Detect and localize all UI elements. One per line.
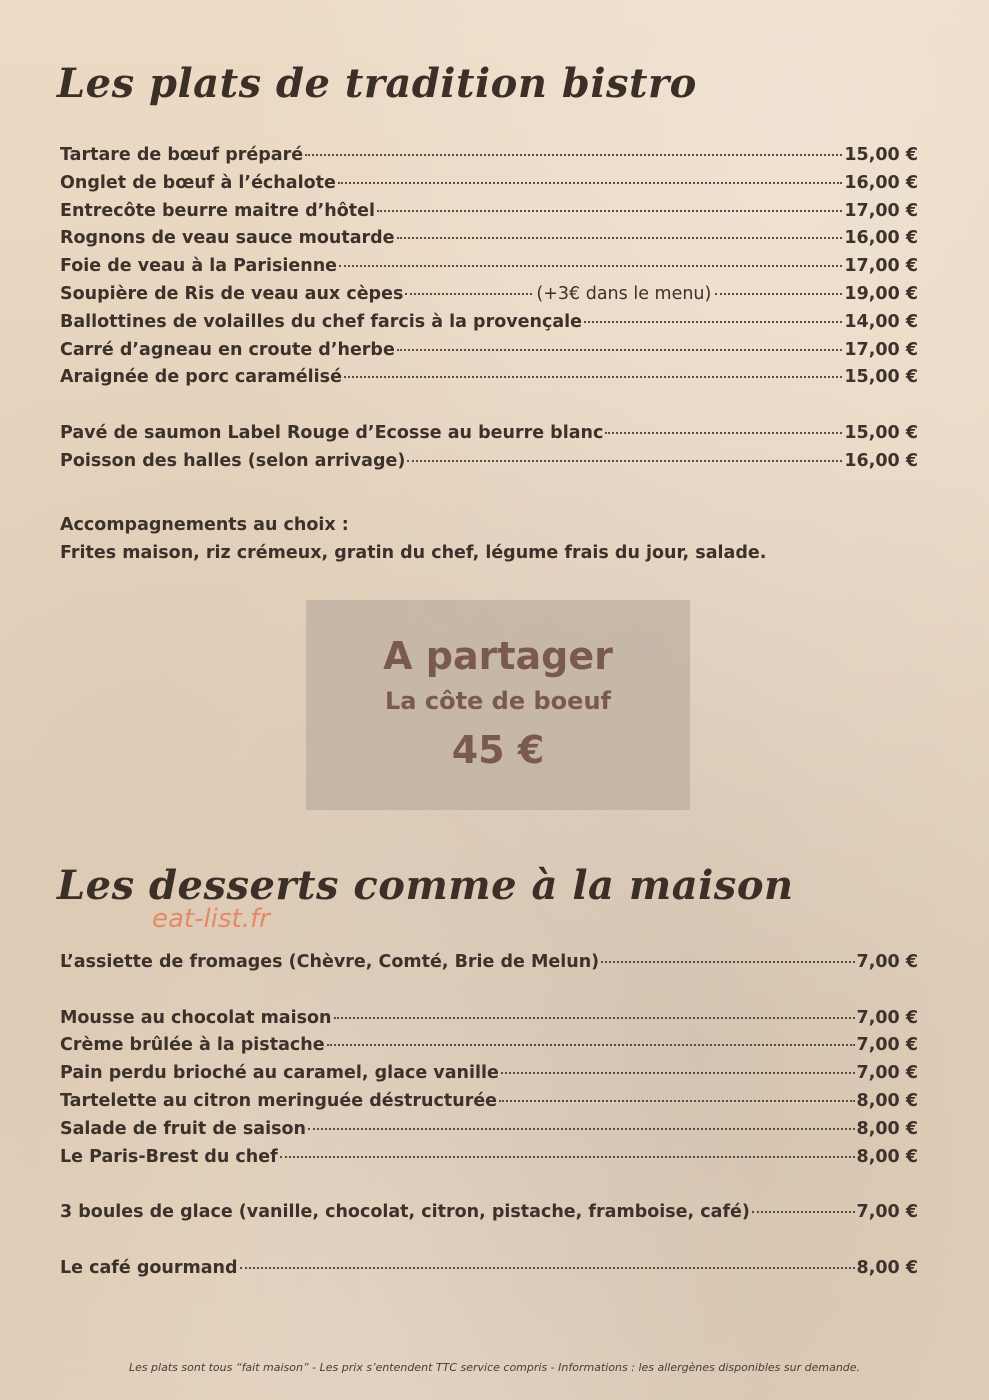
item-price: 7,00 € (856, 1202, 918, 1223)
desserts-heading: Les desserts comme à la maison (57, 862, 794, 909)
item-name: Tartelette au citron meringuée déstructurée (60, 1090, 498, 1111)
menu-item (60, 312, 918, 340)
menu-item (60, 228, 918, 256)
desserts-list (60, 952, 918, 1286)
dot-leader (715, 293, 842, 295)
watermark: eat-list.fr (152, 904, 270, 934)
dot-leader (344, 376, 842, 378)
item-price: 17,00 € (844, 200, 918, 221)
accompaniments-title: Accompagnements au choix : (60, 515, 349, 535)
mains-heading: Les plats de tradition bistro (57, 60, 697, 107)
menu-item (60, 173, 918, 201)
menu-item (60, 367, 918, 395)
item-price: 16,00 € (844, 228, 918, 249)
item-name: Crème brûlée à la pistache (60, 1035, 325, 1056)
menu-item (60, 284, 918, 312)
item-price: 8,00 € (856, 1118, 918, 1139)
item-price: 7,00 € (856, 952, 918, 972)
dot-leader (338, 182, 843, 184)
item-name: Salade de fruit de saison (60, 1118, 306, 1139)
item-price: 15,00 € (844, 145, 918, 165)
item-name: Pain perdu brioché au caramel, glace vanille (60, 1063, 499, 1084)
share-dish: La côte de boeuf (385, 687, 611, 715)
dot-leader (377, 210, 842, 212)
share-box (306, 600, 690, 810)
menu-item (60, 1202, 918, 1230)
item-price: 8,00 € (856, 1257, 918, 1278)
item-name: L’assiette de fromages (Chèvre, Comté, Brie de Melun) (60, 952, 600, 972)
item-name: Mousse au chocolat maison (60, 1007, 332, 1028)
dot-leader (407, 460, 842, 462)
dot-leader (397, 349, 843, 351)
menu-item (60, 1008, 918, 1036)
item-name: 3 boules de glace (vanille, chocolat, citron, pistache, framboise, café) (60, 1202, 750, 1223)
menu-item (60, 1147, 918, 1175)
item-price: 19,00 € (844, 283, 919, 304)
dot-leader (334, 1017, 855, 1019)
menu-item (60, 1035, 918, 1063)
item-price: 17,00 € (844, 256, 918, 277)
accompaniments-list: Frites maison, riz crémeux, gratin du chef, légume frais du jour, salade. (60, 542, 767, 563)
item-name: Ballottines de volailles du chef farcis à la provençale (60, 311, 583, 332)
item-name: Pavé de saumon Label Rouge d’Ecosse au beurre blanc (60, 422, 604, 443)
item-name: Le Paris-Brest du chef (60, 1146, 278, 1167)
menu-item (60, 201, 918, 229)
menu-item (60, 1258, 918, 1286)
dot-leader (280, 1156, 855, 1158)
item-name: Onglet de bœuf à l’échalote (60, 172, 336, 193)
item-price: 17,00 € (844, 339, 918, 360)
dot-leader (339, 265, 842, 267)
item-name: Rognons de veau sauce moutarde (60, 228, 395, 249)
item-price: 7,00 € (856, 1007, 918, 1028)
accompaniments (60, 512, 766, 567)
menu-item (60, 423, 918, 451)
item-price: 14,00 € (844, 311, 918, 332)
item-name: Poisson des halles (selon arrivage) (60, 450, 406, 471)
item-price: 16,00 € (844, 172, 918, 193)
item-price: 15,00 € (844, 367, 918, 388)
item-name: Tartare de bœuf préparé (60, 145, 304, 165)
dot-leader (305, 154, 842, 156)
mains-list (60, 145, 918, 479)
menu-item (60, 145, 918, 173)
dot-leader (499, 1100, 854, 1102)
menu-item (60, 451, 918, 479)
dot-leader (240, 1267, 855, 1269)
item-name: Foie de veau à la Parisienne (60, 256, 338, 277)
item-price: 8,00 € (856, 1146, 918, 1167)
dot-leader (752, 1211, 855, 1213)
item-name: Entrecôte beurre maitre d’hôtel (60, 200, 375, 221)
dot-leader (584, 321, 842, 323)
menu-item (60, 1091, 918, 1119)
menu-item (60, 1063, 918, 1091)
dot-leader (327, 1044, 855, 1046)
item-note: (+3€ dans le menu) (536, 283, 712, 304)
share-title: A partager (383, 634, 613, 678)
item-name: Le café gourmand (60, 1257, 238, 1278)
menu-item (60, 1119, 918, 1147)
menu-item (60, 340, 918, 368)
item-name: Soupière de Ris de veau aux cèpes (60, 283, 404, 304)
dot-leader (501, 1072, 855, 1074)
dot-leader (397, 237, 843, 239)
dot-leader (605, 432, 842, 434)
item-price: 7,00 € (856, 1035, 918, 1056)
menu-item (60, 952, 918, 980)
item-price: 16,00 € (844, 450, 918, 471)
item-price: 15,00 € (844, 422, 918, 443)
dot-leader (405, 293, 532, 295)
item-name: Araignée de porc caramélisé (60, 367, 342, 388)
item-name: Carré d’agneau en croute d’herbe (60, 339, 395, 360)
share-price: 45 € (451, 728, 545, 772)
item-price: 7,00 € (856, 1063, 918, 1084)
dot-leader (308, 1128, 855, 1130)
item-price: 8,00 € (856, 1090, 918, 1111)
footer-note: Les plats sont tous “fait maison” - Les prix s’entendent TTC service compris - Informations : les allergènes disponibles sur demande. (128, 1361, 861, 1374)
menu-item (60, 256, 918, 284)
dot-leader (601, 961, 854, 963)
